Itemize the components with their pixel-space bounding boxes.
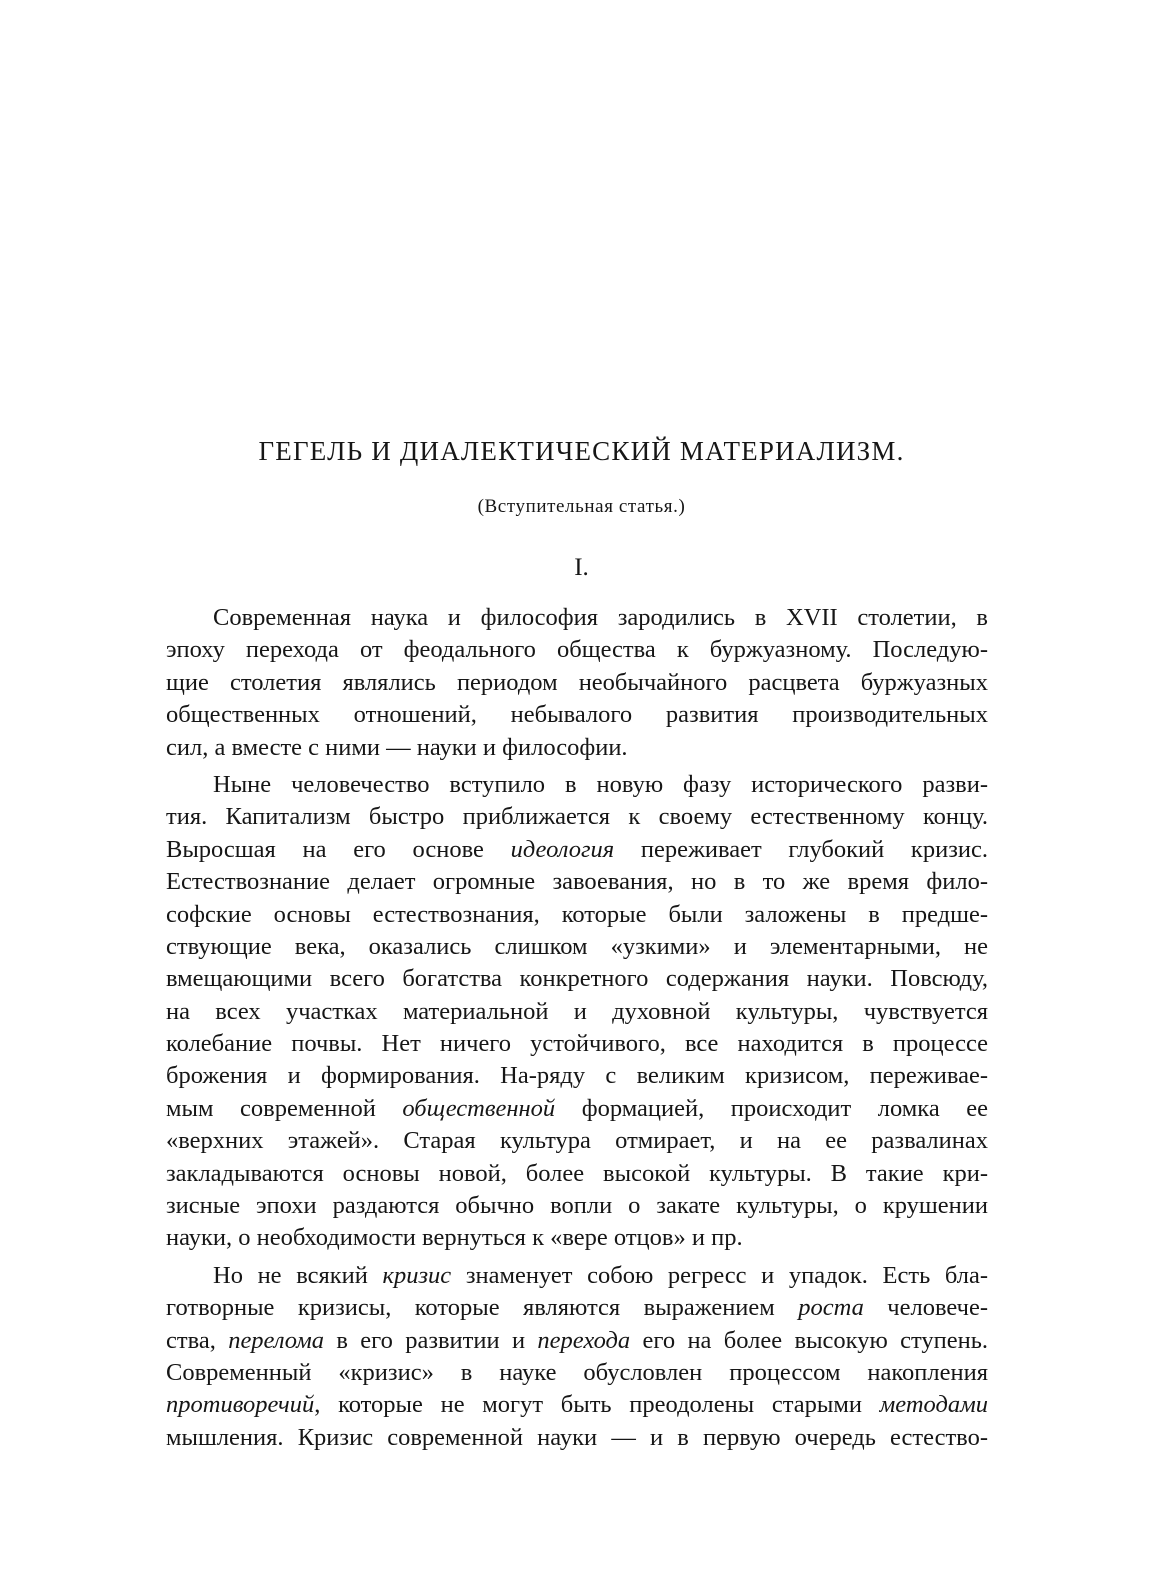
text-line: зисные эпохи раздаются обычно вопли о закате культуры, о крушении (166, 1192, 988, 1220)
emphasis: перехода (537, 1326, 631, 1354)
page-title: ГЕГЕЛЬ И ДИАЛЕКТИЧЕСКИЙ МАТЕРИАЛИЗМ. (258, 436, 905, 466)
text-line: брожения и формирования. На-ряду с великим кризисом, переживае- (166, 1062, 988, 1090)
paragraph (166, 1260, 988, 1454)
text-line: закладываются основы новой, более высокой культуры. В такие кри- (166, 1159, 988, 1187)
emphasis: роста (798, 1294, 864, 1322)
text-line: мышления. Кризис современной науки — и в первую очередь естество- (166, 1423, 988, 1451)
text-line: софские основы естествознания, которые были заложены в предше- (166, 900, 988, 928)
emphasis: кризис (382, 1261, 452, 1289)
text-line: на всех участках материальной и духовной культуры, чувствуется (166, 997, 988, 1025)
emphasis: перелома (228, 1326, 325, 1354)
text-line: Выросшая на его основе идеология переживает глубокий кризис. (166, 835, 988, 863)
text-line: тия. Капитализм быстро приближается к своему естественному концу. (166, 803, 988, 831)
emphasis: методами (879, 1391, 988, 1419)
text-line: готворные кризисы, которые являются выражением роста человече- (166, 1294, 988, 1322)
text-line: Современный «кризис» в науке обусловлен процессом накопления (166, 1358, 988, 1386)
section-number: I. (574, 554, 589, 581)
text-line: ства, перелома в его развитии и перехода его на более высокую ступень. (166, 1326, 989, 1354)
text-line: эпоху перехода от феодального общества к буржуазному. Последую- (166, 636, 988, 664)
paragraph (166, 769, 988, 1255)
text-line: колебание почвы. Нет ничего устойчивого, все находится в процессе (166, 1030, 988, 1058)
emphasis: противоречий (166, 1391, 315, 1419)
text-line: ствующие века, оказались слишком «узкими» и элементарными, не (166, 932, 988, 960)
text-line: Ныне человечество вступило в новую фазу исторического разви- (213, 770, 988, 798)
body-text (166, 602, 988, 1454)
text-line: щие столетия являлись периодом необычайного расцвета буржуазных (166, 668, 988, 696)
paragraph (166, 602, 988, 764)
text-line: науки, о необходимости вернуться к «вере отцов» и пр. (166, 1224, 743, 1252)
text-line: мым современной общественной формацией, происходит ломка ее (166, 1094, 988, 1122)
text-line: общественных отношений, небывалого развития производительных (166, 701, 988, 729)
text-line: Естествознание делает огромные завоевания, но в то же время фило- (166, 868, 988, 896)
text-line: сил, а вместе с ними — науки и философии. (166, 733, 628, 761)
text-line: Но не всякий кризис знаменует собою регресс и упадок. Есть бла- (213, 1261, 989, 1289)
text-line: противоречий, которые не могут быть преодолены старыми методами (166, 1391, 988, 1419)
text-line: вмещающими всего богатства конкретного содержания науки. Повсюду, (166, 965, 988, 993)
emphasis: общественной (402, 1094, 556, 1122)
emphasis: идеология (510, 835, 615, 863)
text-line: «верхних этажей». Старая культура отмирает, и на ее развалинах (166, 1127, 988, 1155)
page-subtitle: (Вступительная статья.) (477, 496, 686, 517)
text-line: Современная наука и философия зародились в XVII столетии, в (213, 604, 988, 631)
